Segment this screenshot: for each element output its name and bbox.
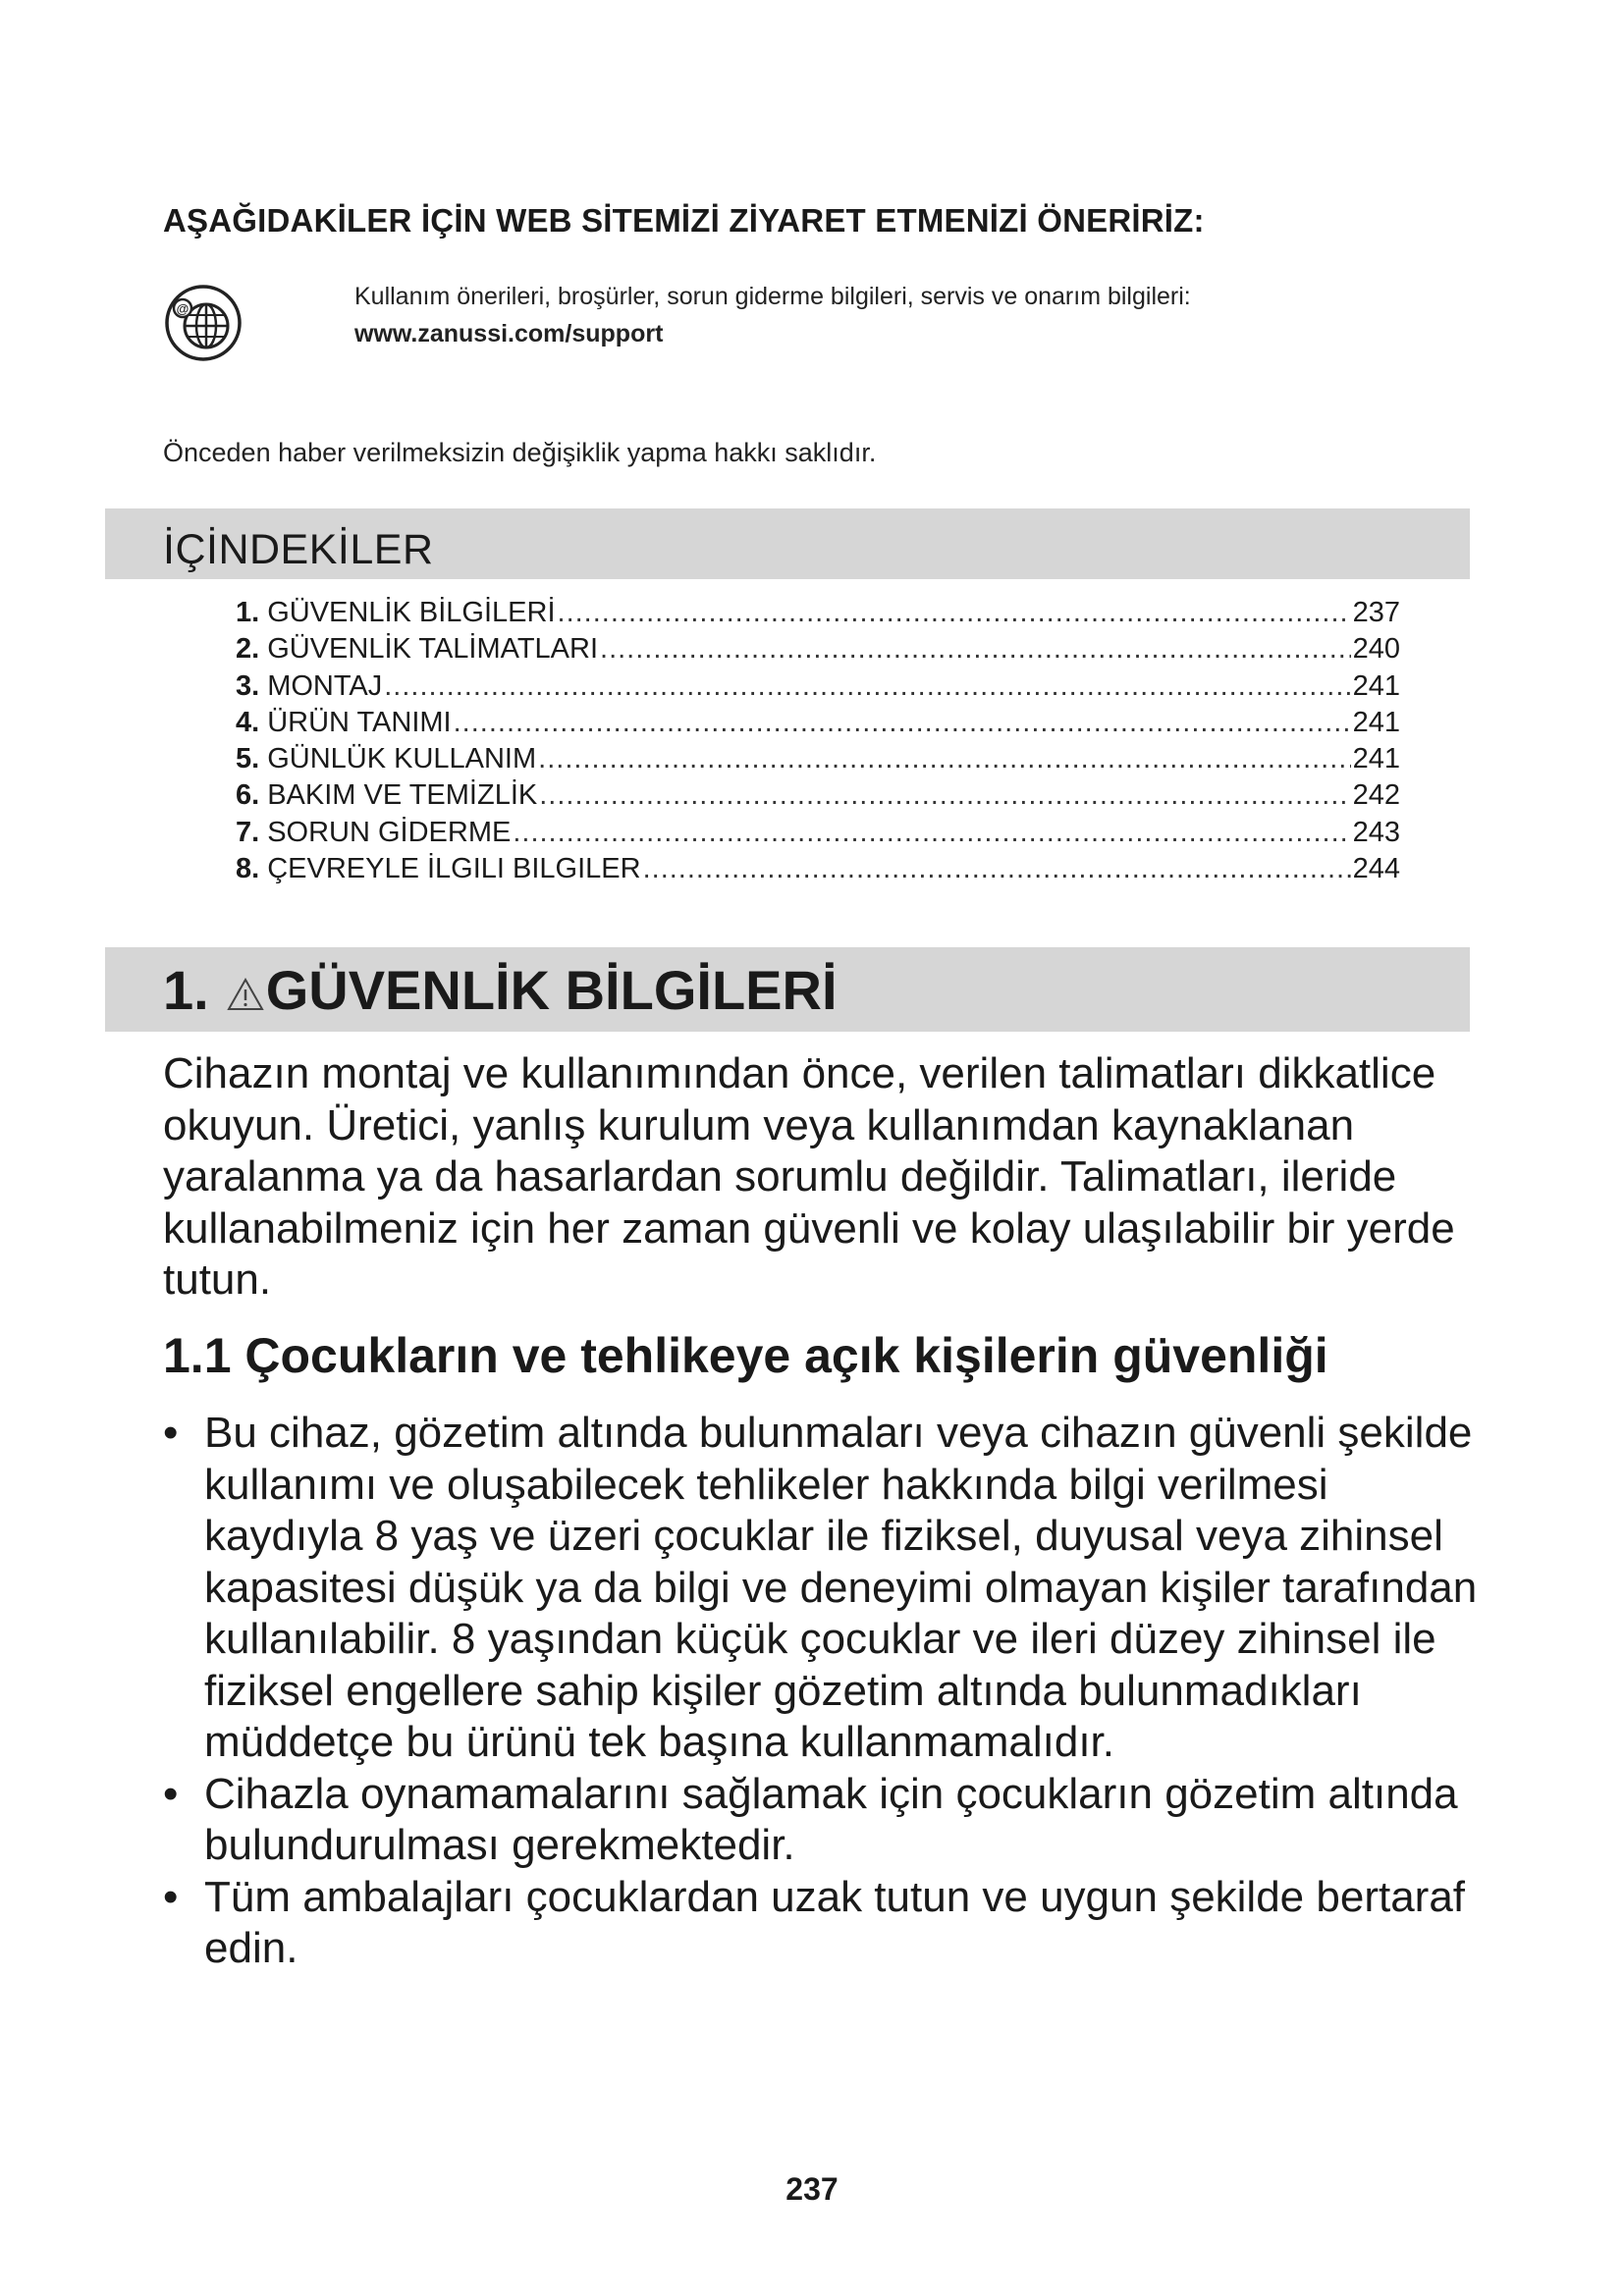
toc-leader-dots — [600, 631, 1351, 667]
subsection-heading: 1.1 Çocukların ve tehlikeye açık kişilerin güvenliği — [163, 1328, 1328, 1383]
toc-item-page: 241 — [1352, 706, 1400, 738]
support-url-link[interactable]: www.zanussi.com/support — [354, 320, 664, 347]
section-title: GÜVENLİK BİLGİLERİ — [265, 959, 838, 1021]
toc-item-number: 1. — [236, 597, 260, 628]
bullet-marker: • — [163, 1769, 179, 1818]
warning-triangle-icon — [227, 977, 264, 1012]
toc-item-8[interactable] — [236, 851, 1400, 887]
web-globe-icon — [163, 283, 244, 363]
section-1-heading — [163, 958, 838, 1022]
toc-leader-dots — [454, 705, 1351, 741]
list-item — [163, 1769, 1479, 1872]
list-item — [163, 1872, 1479, 1975]
svg-text:@: @ — [176, 301, 189, 316]
bullet-marker: • — [163, 1409, 179, 1457]
toc-item-title: BAKIM VE TEMİZLİK — [267, 779, 538, 812]
toc-heading: İÇİNDEKİLER — [163, 526, 434, 573]
bullet-text: Tüm ambalajları çocuklardan uzak tutun ve uygun şekilde bertaraf edin. — [204, 1872, 1466, 1972]
toc-item-title: GÜVENLİK BİLGİLERİ — [267, 597, 556, 628]
toc-leader-dots — [539, 777, 1350, 814]
toc-item-page: 241 — [1352, 669, 1400, 702]
toc-leader-dots — [558, 595, 1351, 631]
toc-item-page: 237 — [1352, 597, 1400, 628]
toc-item-6[interactable] — [236, 777, 1400, 814]
toc-item-number: 8. — [236, 853, 260, 885]
toc-leader-dots — [538, 741, 1350, 777]
toc-item-title: MONTAJ — [267, 669, 383, 702]
web-section-heading: AŞAĞIDAKİLER İÇİN WEB SİTEMİZİ ZİYARET ETMENİZİ ÖNERİRİZ: — [163, 202, 1205, 239]
toc-leader-dots — [513, 815, 1350, 851]
page-number: 237 — [785, 2171, 839, 2207]
toc-item-number: 5. — [236, 743, 260, 775]
toc-item-1[interactable] — [236, 595, 1400, 631]
toc-item-7[interactable] — [236, 815, 1400, 851]
web-support-info — [354, 278, 1191, 352]
list-item — [163, 1408, 1479, 1769]
toc-item-page: 243 — [1352, 816, 1400, 848]
toc-item-page: 242 — [1352, 779, 1400, 812]
toc-item-title: ÜRÜN TANIMI — [267, 706, 452, 738]
toc-leader-dots — [643, 851, 1351, 887]
toc-item-number: 7. — [236, 816, 260, 848]
toc-item-page: 241 — [1352, 743, 1400, 775]
bullet-text: Cihazla oynamamalarını sağlamak için çocukların gözetim altında bulundurulması gerekmektedir. — [204, 1769, 1458, 1869]
bullet-marker: • — [163, 1872, 179, 1921]
toc-item-title: SORUN GİDERME — [267, 816, 512, 848]
change-notice: Önceden haber verilmeksizin değişiklik yapma hakkı saklıdır. — [163, 438, 877, 467]
section-intro-paragraph: Cihazın montaj ve kullanımından önce, verilen talimatları dikkatlice okuyun. Üretici, yanlış kurulum veya kullanımdan kaynaklanan yaralanma ya da hasarlardan sorumlu değildir. Talimatları, ileride kullanabilmeniz için her zaman güvenli ve kolay ulaşılabilir bir yerde tutun. — [163, 1049, 1455, 1304]
toc-leader-dots — [384, 668, 1350, 705]
toc-item-number: 6. — [236, 779, 260, 812]
toc-item-number: 4. — [236, 706, 260, 738]
toc-item-page: 244 — [1352, 853, 1400, 885]
table-of-contents — [236, 595, 1400, 887]
toc-item-page: 240 — [1352, 633, 1400, 666]
toc-item-number: 2. — [236, 633, 260, 666]
toc-item-title: GÜVENLİK TALİMATLARI — [267, 633, 599, 666]
toc-item-2[interactable] — [236, 631, 1400, 667]
toc-item-3[interactable] — [236, 668, 1400, 705]
toc-item-title: GÜNLÜK KULLANIM — [267, 743, 537, 775]
toc-item-number: 3. — [236, 669, 260, 702]
web-support-description: Kullanım önerileri, broşürler, sorun giderme bilgileri, servis ve onarım bilgileri: — [354, 283, 1191, 310]
toc-item-4[interactable] — [236, 705, 1400, 741]
safety-bullet-list — [163, 1408, 1479, 1975]
toc-item-5[interactable] — [236, 741, 1400, 777]
section-number: 1. — [163, 959, 209, 1021]
toc-item-title: ÇEVREYLE İLGILI BILGILER — [267, 853, 641, 885]
bullet-text: Bu cihaz, gözetim altında bulunmaları veya cihazın güvenli şekilde kullanımı ve oluşabilecek tehlikeler hakkında bilgi verilmesi kaydıyla 8 yaş ve üzeri çocuklar ile fiziksel, duyusal veya zihinsel kapasitesi düşük ya da bilgi ve deneyimi olmayan kişiler tarafından kullanılabilir. 8 yaşından küçük çocuklar ve ileri düzey zihinsel ile fiziksel engellere sahip kişiler gözetim altında bulunmadıkları müddetçe bu ürünü tek başına kullanmamalıdır. — [204, 1409, 1478, 1766]
